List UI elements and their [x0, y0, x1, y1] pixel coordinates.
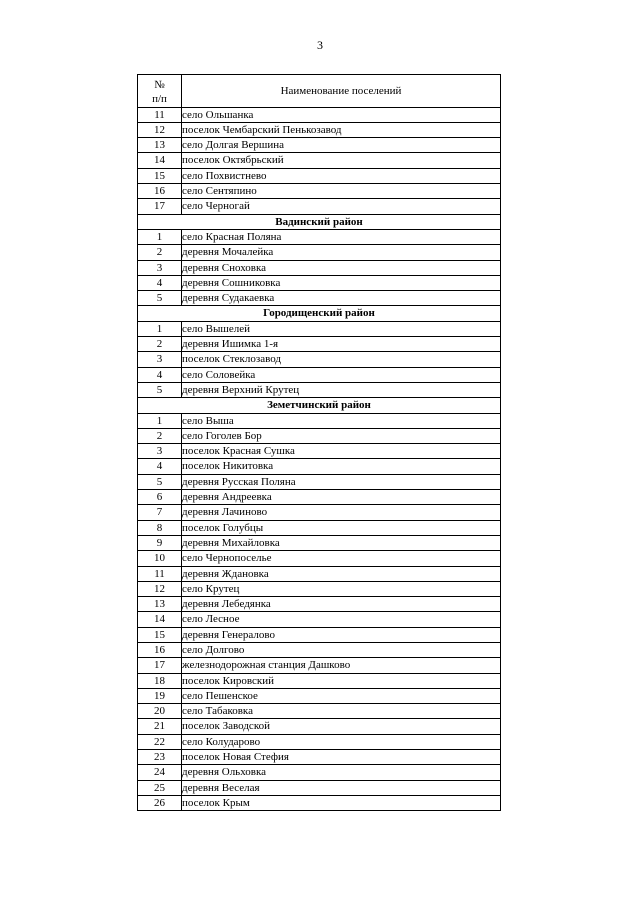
table-row [138, 704, 501, 719]
number-sign: № [154, 79, 165, 91]
row-number: 12 [138, 122, 182, 137]
settlement-name: село Чернопоселье [182, 551, 501, 566]
settlement-name: село Соловейка [182, 367, 501, 382]
settlement-name: деревня Михайловка [182, 535, 501, 550]
table-row [138, 184, 501, 199]
row-number: 20 [138, 704, 182, 719]
table-row [138, 444, 501, 459]
row-number: 5 [138, 291, 182, 306]
table-row [138, 581, 501, 596]
row-number: 23 [138, 750, 182, 765]
table-row [138, 459, 501, 474]
row-number: 1 [138, 229, 182, 244]
settlement-name: село Ольшанка [182, 107, 501, 122]
table-row [138, 413, 501, 428]
settlement-name: деревня Ишимка 1-я [182, 337, 501, 352]
table-row [138, 199, 501, 214]
row-number: 17 [138, 199, 182, 214]
settlement-name: поселок Новая Стефия [182, 750, 501, 765]
row-number: 10 [138, 551, 182, 566]
row-number: 25 [138, 780, 182, 795]
settlement-name: село Лесное [182, 612, 501, 627]
table-row [138, 153, 501, 168]
table-row [138, 627, 501, 642]
row-number: 7 [138, 505, 182, 520]
table-row [138, 597, 501, 612]
table-row [138, 122, 501, 137]
row-number: 11 [138, 107, 182, 122]
table-row [138, 795, 501, 810]
table-row [138, 138, 501, 153]
table-row [138, 428, 501, 443]
district-heading: Вадинский район [138, 214, 501, 229]
settlement-name: деревня Мочалейка [182, 245, 501, 260]
settlement-name: деревня Андреевка [182, 490, 501, 505]
row-number: 2 [138, 428, 182, 443]
row-number: 4 [138, 367, 182, 382]
row-number: 15 [138, 168, 182, 183]
row-number: 8 [138, 520, 182, 535]
table-row [138, 535, 501, 550]
table-row [138, 673, 501, 688]
row-number: 2 [138, 337, 182, 352]
row-number: 17 [138, 658, 182, 673]
settlement-name: село Вышелей [182, 321, 501, 336]
table-row [138, 275, 501, 290]
row-number: 9 [138, 535, 182, 550]
row-number: 5 [138, 382, 182, 397]
row-number: 14 [138, 612, 182, 627]
district-row [138, 306, 501, 321]
table-row [138, 566, 501, 581]
table-row [138, 337, 501, 352]
row-number: 11 [138, 566, 182, 581]
settlement-name: деревня Ждановка [182, 566, 501, 581]
number-abbrev: п/п [152, 93, 167, 106]
settlement-name: поселок Заводской [182, 719, 501, 734]
table-row [138, 245, 501, 260]
settlement-name: поселок Октябрьский [182, 153, 501, 168]
table-row [138, 642, 501, 657]
settlement-name: деревня Лебедянка [182, 597, 501, 612]
table-row [138, 688, 501, 703]
row-number: 3 [138, 444, 182, 459]
settlement-name: село Выша [182, 413, 501, 428]
settlement-name: деревня Сошниковка [182, 275, 501, 290]
table-row [138, 168, 501, 183]
settlement-name: поселок Голубцы [182, 520, 501, 535]
row-number: 2 [138, 245, 182, 260]
row-number: 16 [138, 184, 182, 199]
table-header [138, 75, 501, 108]
row-number: 3 [138, 352, 182, 367]
table-body [138, 107, 501, 811]
row-number: 4 [138, 459, 182, 474]
settlement-name: деревня Сноховка [182, 260, 501, 275]
page-number: 3 [317, 38, 323, 52]
settlement-name: село Долгая Вершина [182, 138, 501, 153]
row-number: 4 [138, 275, 182, 290]
row-number: 3 [138, 260, 182, 275]
number-column-header [138, 75, 182, 108]
table-row [138, 321, 501, 336]
settlement-name: деревня Ольховка [182, 765, 501, 780]
settlement-name: деревня Генералово [182, 627, 501, 642]
settlement-name: деревня Судакаевка [182, 291, 501, 306]
settlement-name: железнодорожная станция Дашково [182, 658, 501, 673]
district-heading: Городищенский район [138, 306, 501, 321]
table-row [138, 382, 501, 397]
table-row [138, 260, 501, 275]
district-row [138, 214, 501, 229]
settlement-name: поселок Красная Сушка [182, 444, 501, 459]
row-number: 16 [138, 642, 182, 657]
table-row [138, 505, 501, 520]
settlement-name: поселок Чембарский Пенькозавод [182, 122, 501, 137]
settlement-name: село Красная Поляна [182, 229, 501, 244]
row-number: 12 [138, 581, 182, 596]
name-column-header: Наименование поселений [182, 75, 501, 108]
settlement-name: поселок Стеклозавод [182, 352, 501, 367]
table-row [138, 765, 501, 780]
settlement-name: село Гоголев Бор [182, 428, 501, 443]
table-row [138, 474, 501, 489]
row-number: 5 [138, 474, 182, 489]
settlement-name: деревня Веселая [182, 780, 501, 795]
settlement-name: деревня Лачиново [182, 505, 501, 520]
row-number: 14 [138, 153, 182, 168]
table-header-row [138, 75, 501, 108]
settlement-name: село Табаковка [182, 704, 501, 719]
row-number: 1 [138, 321, 182, 336]
row-number: 6 [138, 490, 182, 505]
row-number: 18 [138, 673, 182, 688]
settlement-name: деревня Русская Поляна [182, 474, 501, 489]
settlement-name: поселок Крым [182, 795, 501, 810]
settlement-name: село Пешенское [182, 688, 501, 703]
table-row [138, 229, 501, 244]
row-number: 13 [138, 597, 182, 612]
table-row [138, 750, 501, 765]
row-number: 19 [138, 688, 182, 703]
table-row [138, 352, 501, 367]
row-number: 13 [138, 138, 182, 153]
district-heading: Земетчинский район [138, 398, 501, 413]
table-row [138, 520, 501, 535]
table-row [138, 367, 501, 382]
row-number: 24 [138, 765, 182, 780]
settlement-name: село Колударово [182, 734, 501, 749]
table-row [138, 490, 501, 505]
table-row [138, 551, 501, 566]
settlement-name: село Крутец [182, 581, 501, 596]
table-row [138, 719, 501, 734]
row-number: 22 [138, 734, 182, 749]
row-number: 15 [138, 627, 182, 642]
table-row [138, 734, 501, 749]
settlement-name: село Сентяпино [182, 184, 501, 199]
district-row [138, 398, 501, 413]
row-number: 21 [138, 719, 182, 734]
settlement-name: поселок Никитовка [182, 459, 501, 474]
settlement-name: поселок Кировский [182, 673, 501, 688]
table-row [138, 612, 501, 627]
row-number: 26 [138, 795, 182, 810]
settlement-name: село Долгово [182, 642, 501, 657]
settlement-name: село Черногай [182, 199, 501, 214]
settlement-name: село Похвистнево [182, 168, 501, 183]
table-row [138, 780, 501, 795]
table-row [138, 107, 501, 122]
settlement-name: деревня Верхний Крутец [182, 382, 501, 397]
table-row [138, 658, 501, 673]
settlements-table [137, 74, 501, 811]
table-row [138, 291, 501, 306]
row-number: 1 [138, 413, 182, 428]
